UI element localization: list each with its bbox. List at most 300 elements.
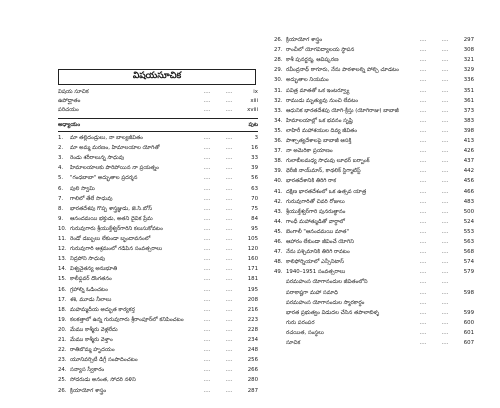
page-number: 280 [247,377,258,384]
leader-dots: .... [225,145,233,152]
chapter-row [274,107,474,116]
leader-dots: .... [441,309,449,316]
page-number: 120 [247,246,258,253]
leader-dots: .... [203,316,211,323]
page-number: 329 [463,67,474,74]
section-divider-top [58,118,258,119]
chapter-number: 36. [274,138,283,144]
chapter-title: పరమహంస యోగానందుల స్మారకార్థం [286,299,365,306]
leader-dots: .... [441,228,449,235]
page-number: 426 [463,148,474,155]
leader-dots: .... [419,279,427,286]
page-number: 39 [251,165,258,172]
chapter-number: 43. [274,208,283,215]
chapter-title: రాతిబొమ్మ హృదయం [70,347,115,354]
chapter-title: రాంచీలో యోగవిద్యాలయ స్థాపన [286,47,355,54]
leader-dots: .... [203,286,211,293]
front-matter-row: పరిచయం .... .... xviii [58,107,258,113]
leader-dots: .... [441,289,449,296]
leader-dots: .... [419,198,427,205]
leader-dots: .... [419,208,427,215]
chapter-number: 41. [274,188,283,195]
chapter-number: 11. [58,236,67,242]
leader-dots: .... [225,367,233,374]
chapter-row [58,154,258,163]
page-number: ix [253,89,258,95]
chapter-number: 4. [58,165,64,172]
page-number: 598 [463,289,474,296]
chapter-title: భారత ప్రభుత్వం విడుదల చేసిన తపాలాబిళ్ళ [286,309,380,316]
leader-dots: .... [225,266,233,273]
leader-dots: .... [203,357,211,364]
chapter-row [274,167,474,176]
chapter-title: గురు పరంపర [286,319,315,326]
chapter-row [274,299,474,308]
chapter-number: 29. [274,67,283,74]
page-number: 599 [463,309,474,316]
chapter-title: మా తల్లిదండ్రులు, నా బాల్యజీవితం [70,135,143,141]
page-number: 601 [463,329,474,336]
chapter-title: దక్షిణ భారతదేశంలో ఒక ఉత్సవ యాత్ర [286,188,367,195]
leader-dots: .... [225,357,233,364]
page-number: 248 [247,347,258,354]
chapter-number: 5. [58,175,64,182]
leader-dots: .... [225,195,233,202]
page-number: 223 [247,316,258,323]
leader-dots: .... [441,198,449,205]
chapter-row [274,198,474,207]
leader-dots: .... [419,249,427,256]
page-number: 95 [251,225,258,232]
chapter-row [58,164,258,173]
page-number: 600 [463,319,474,326]
chapter-number: 22. [58,347,67,354]
chapter-number: 14. [58,266,67,273]
page-number: xiii [250,98,258,104]
chapter-title: గురువుగారు శ్రీయుక్తేశ్వర్‌గారిని కలుసుకోవటం [70,225,163,232]
chapter-title: మేము కాశ్మీరు వెళ్లలేదు [70,326,118,333]
leader-dots: .... [441,259,449,266]
chapter-row [274,117,474,126]
page-number: 84 [251,215,258,222]
chapter-title: హిమాలయాల్లో ఒక భవనం సృష్టి [286,117,353,124]
chapter-row [274,147,474,156]
leader-dots: .... [419,319,427,326]
chapter-row [58,376,258,385]
leader-dots: .... [203,377,211,384]
chapter-title: రెండు శరీరాలున్న సాధువు [70,155,125,162]
chapter-row [274,56,474,65]
leader-dots: .... [441,127,449,134]
page-number: 574 [463,259,474,266]
leader-dots: .... [225,377,233,384]
chapter-number: 46. [274,239,283,245]
leader-dots: .... [441,37,449,43]
chapter-number: 39. [274,168,283,175]
page-number: 607 [463,340,474,346]
leader-dots: .... [225,225,233,232]
chapter-number: 40. [274,178,283,185]
leader-dots: .... [419,299,427,306]
leader-dots: .... [203,205,211,212]
chapter-row [274,218,474,227]
chapter-row [58,336,258,345]
leader-dots: .... [441,67,449,74]
chapter-number: 26. [274,37,283,43]
chapter-number: 27. [274,47,283,54]
front-matter-title: పరిచయం [58,107,79,113]
page-number: 3 [254,135,258,141]
leader-dots: .... [225,306,233,313]
page-number: 361 [463,97,474,104]
leader-dots: .... [203,256,211,263]
leader-dots: .... [225,256,233,263]
chapter-row [274,258,474,267]
chapter-row [274,238,474,247]
leader-dots: .... [419,218,427,225]
leader-dots: .... [203,296,211,303]
chapter-title: "గంధబాబా" అద్భుతాల ప్రదర్శన [70,175,138,182]
page-number: 56 [251,175,258,182]
chapter-title: గాలిలో తేలే సాధువు [70,195,113,202]
page-number: 208 [247,296,258,303]
page-number: 171 [247,266,258,273]
chapter-number: 49. [274,269,283,276]
chapter-title: కలకత్తాలో ఉన్న గురువుగారు శ్రీరాంపూర్‌లో కనిపించటం [70,316,184,323]
chapter-title: నా అమెరికా ప్రయాణం [286,148,333,155]
page-number: 105 [247,236,258,242]
leader-dots: .... [441,168,449,175]
page-column-label: పుట [248,122,258,128]
page-number: 336 [463,77,474,84]
section-header [58,121,258,130]
chapter-row [58,225,258,234]
leader-dots: .... [225,316,233,323]
chapter-row [58,215,258,224]
leader-dots: .... [419,47,427,54]
chapter-number: 18. [58,306,67,313]
chapter-title: రాముడు మృత్యువు నుంచి లేవటం [286,97,359,104]
leader-dots: .... [203,165,211,172]
leader-dots: .... [203,246,211,253]
chapter-number: 35. [274,127,283,134]
chapter-title: గురువుగారి ఆశ్రమంలో గడిపిన సంవత్సరాలు [70,246,163,253]
chapter-number: 38. [274,158,283,165]
chapter-title: శ్రీయుక్తేశ్వర్‌గారి పునరుత్థానం [286,208,346,215]
leader-dots: .... [441,178,449,185]
leader-dots: .... [203,276,211,283]
chapter-number: 32. [274,97,283,104]
chapter-title: లాహిరీ మహాశయుల దివ్య జీవితం [286,127,357,134]
leader-dots: .... [419,239,427,245]
page-number: 16 [251,145,258,152]
chapter-number: 1. [58,135,64,141]
chapter-row [58,286,258,295]
leader-dots: .... [225,185,233,192]
chapter-row [58,255,258,264]
chapter-title: భారతదేశపు గొప్ప శాస్త్రజ్ఞుడు, జె.సి.బోస్ [70,205,153,212]
page-number: 568 [463,249,474,256]
chapter-title: మహమ్మదీయ అద్భుత కార్యకర్త [70,306,135,313]
leader-dots: .... [441,138,449,144]
chapter-row [58,185,258,194]
chapter-row [274,46,474,55]
chapter-title: మా అమ్మ మరణం, హిమాలయాల యోగితో [70,145,160,152]
leader-dots: .... [419,117,427,124]
page-number: 287 [247,387,258,394]
leader-dots: .... [203,215,211,222]
section-divider-bottom [58,131,258,132]
leader-dots: .... [419,67,427,74]
leader-dots: .... [419,57,427,64]
page-number: 466 [463,188,474,195]
contents-title: విషయసూచిక [58,69,256,85]
leader-dots: .... [203,266,211,273]
chapter-row [58,306,258,315]
page-number: 256 [247,357,258,364]
chapter-number: 9. [58,215,64,222]
chapter-title: క్రియాయోగ శాస్త్రం [286,37,323,43]
chapter-title: యూనివర్సిటీ డిగ్రీ సంపాదించటం [70,357,138,364]
leader-dots: .... [441,87,449,94]
chapter-row [274,157,474,166]
chapter-title: 1940–1951 సంవత్సరాలు [286,269,346,276]
chapter-title: కాలీఫ్లవర్ దొంగతనం [70,276,112,283]
leader-dots: .... [225,246,233,253]
chapter-number: 13. [58,256,67,263]
chapter-row [58,387,258,396]
chapter-number: 45. [274,228,283,235]
leader-dots: .... [441,148,449,155]
page-number: 579 [463,269,474,276]
leader-dots: .... [441,329,449,336]
leader-dots: .... [225,286,233,293]
page-number: 75 [251,205,258,212]
chapter-row [58,174,258,183]
chapter-number: 6. [58,185,64,192]
chapter-number: 48. [274,259,283,266]
leader-dots: .... [441,269,449,276]
chapter-column-label: అధ్యాయం [58,122,81,128]
chapter-number: 28. [274,57,283,64]
chapter-number: 24. [58,367,67,374]
chapter-title: గాంధీ మహాత్ముడితో వార్ధాలో [286,218,345,225]
page-number: 442 [463,168,474,175]
chapter-number: 10. [58,225,67,232]
chapter-title: విశ్వచైతన్య అనుభూతి [70,266,118,273]
leader-dots: .... [419,37,427,43]
leader-dots: .... [203,387,211,394]
leader-dots: .... [419,77,427,84]
chapter-title: క్రియాయోగ శాస్త్రం [70,387,107,394]
page-number: 553 [463,228,474,235]
chapter-number: 30. [274,77,283,84]
front-matter-row: విషయ సూచిక .... .... ix [58,89,258,95]
page-number: 383 [463,117,474,124]
leader-dots: .... [419,178,427,185]
chapter-row [58,245,258,254]
chapter-title: రచయిత, సంస్థలు [286,329,324,336]
leader-dots: .... [203,367,211,374]
chapter-title: గురువుగారితో చివరి రోజులు [286,198,345,205]
page-number: 63 [251,185,258,192]
leader-dots: .... [419,158,427,165]
leader-dots: .... [225,175,233,182]
page-number: 266 [247,367,258,374]
page-number: 33 [251,155,258,162]
page-number: 160 [247,256,258,263]
chapter-title: ఆహారం లేకుండా జీవించే యోగిని [286,239,354,245]
page-number: 228 [247,326,258,333]
chapter-title: శశి, మూడు నీలాలు [70,296,112,303]
page-number: 398 [463,127,474,134]
chapter-number: 17. [58,296,67,303]
leader-dots: .... [419,259,427,266]
chapter-row [274,208,474,217]
leader-dots: .... [441,77,449,84]
chapter-number: 26. [58,387,67,394]
leader-dots: .... [225,296,233,303]
chapter-number: 31. [274,87,283,94]
page-number: 413 [463,138,474,144]
leader-dots: .... [419,97,427,104]
leader-dots: .... [203,135,211,141]
chapter-title: నిద్రపోని సాధువు [70,256,106,263]
page-number: 456 [463,178,474,185]
leader-dots: .... [419,87,427,94]
chapter-number: 21. [58,337,67,343]
chapter-row [274,329,474,338]
leader-dots: .... [441,57,449,64]
leader-dots: .... [419,228,427,235]
leader-dots: .... [225,165,233,172]
chapter-row [58,275,258,284]
leader-dots: .... [419,188,427,195]
chapter-number: 2. [58,145,64,152]
chapter-title: కాశీ పునర్జన్మ, ఆవిష్కరణ [286,57,339,64]
leader-dots: .... [441,107,449,114]
page-number: 483 [463,198,474,205]
leader-dots: .... [441,340,449,346]
page-number: 195 [247,286,258,293]
leader-dots: .... [441,97,449,104]
leader-dots: .... [225,236,233,242]
chapter-title: ఆధునిక భారతదేశపు యోగి-క్రీస్తు (యోగిరాజు) బాబాజీ [286,107,399,114]
chapter-number: 8. [58,205,64,212]
chapter-row [274,97,474,106]
chapter-number: 23. [58,357,67,364]
chapter-title: హిమాలయాలకు పారిపోయిన నా ప్రయత్నం [70,165,159,172]
leader-dots: .... [203,195,211,202]
page-number: 373 [463,107,474,114]
chapter-title: రెండో డబ్బులు లేకుండా బృందావనంలో [70,236,151,242]
leader-dots: .... [203,236,211,242]
chapter-row [274,137,474,146]
chapter-number: 47. [274,249,283,256]
leader-dots: .... [419,329,427,336]
chapter-row [274,127,474,136]
chapter-title: పరమహంస యోగానందుల జీవితంలోని [286,279,368,286]
leader-dots: .... [225,215,233,222]
leader-dots: .... [225,326,233,333]
leader-dots: .... [441,117,449,124]
chapter-title: నేను పశ్చిమానికి తిరిగి రావటం [286,249,350,256]
chapter-title: ఆనందమయి భక్తుడు, అతని దైవిక ప్రేమ [70,215,153,222]
chapter-title: అద్భుతాల నియమం [286,77,329,84]
chapter-number: 37. [274,148,283,155]
chapter-number: 33. [274,107,283,114]
page-number: 351 [463,87,474,94]
chapter-number: 34. [274,117,283,124]
leader-dots: .... [225,276,233,283]
leader-dots: .... [225,155,233,162]
chapter-title: మేము కాశ్మీరు వెళ్తాం [70,337,113,343]
chapter-number: 7. [58,195,64,202]
chapter-row [274,36,474,45]
leader-dots: .... [203,326,211,333]
chapter-row [58,205,258,214]
chapter-row [274,76,474,85]
leader-dots: .... [203,225,211,232]
chapter-number: 15. [58,276,67,283]
chapter-title: సూచిక [286,340,301,346]
chapter-row [274,319,474,328]
leader-dots: .... [225,337,233,343]
leader-dots: .... [419,340,427,346]
chapter-row [58,316,258,325]
leader-dots: .... [441,249,449,256]
chapter-number: 42. [274,198,283,205]
leader-dots: .... [225,205,233,212]
page-number: 181 [247,276,258,283]
chapter-number: 19. [58,316,67,323]
chapter-row [58,346,258,355]
chapter-number: 25. [58,377,67,384]
chapter-title: పాశ్చాత్యదేశాలపై బాబాజీ ఆసక్తి [286,138,352,144]
leader-dots: .... [419,138,427,144]
leader-dots: .... [225,135,233,141]
leader-dots: .... [441,188,449,195]
chapter-title: భారతదేశానికి తిరిగి రాక [286,178,337,185]
leader-dots: .... [441,158,449,165]
leader-dots: .... [225,347,233,354]
chapter-row [58,195,258,204]
chapter-row [58,134,258,143]
chapter-number: 3. [58,155,64,162]
leader-dots: .... [441,208,449,215]
page-number: 524 [463,218,474,225]
leader-dots: .... [441,47,449,54]
leader-dots: .... [419,148,427,155]
leader-dots: .... [441,279,449,286]
leader-dots: .... [419,127,427,134]
chapter-row [58,144,258,153]
front-matter-title: విషయ సూచిక [58,89,89,95]
leader-dots: .... [203,347,211,354]
chapter-row [274,289,474,298]
leader-dots: .... [419,289,427,296]
chapter-row [58,235,258,244]
leader-dots: .... [203,337,211,343]
page-number: 216 [247,306,258,313]
leader-dots: .... [419,309,427,316]
chapter-title: కాలిఫోర్నియాలో ఎన్సీనిటాస్ [286,259,345,266]
chapter-row [58,296,258,305]
chapter-row [274,339,474,348]
chapter-row [274,228,474,237]
leader-dots: .... [441,239,449,245]
chapter-row [274,248,474,257]
